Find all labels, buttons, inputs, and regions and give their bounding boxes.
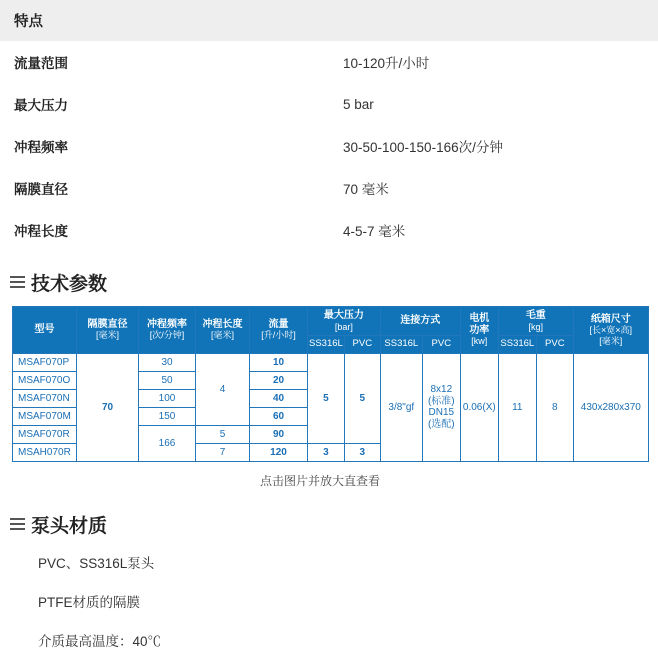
cell-connection-ss: 3/8"gf <box>380 353 422 461</box>
cell-frequency: 30 <box>139 353 196 371</box>
col-motor <box>460 307 498 354</box>
cell-pressure-pvc-bottom: 3 <box>344 443 380 461</box>
table-row <box>0 209 658 251</box>
cell-flow: 90 <box>250 425 308 443</box>
list-bars-icon <box>10 516 25 533</box>
feature-value: 30-50-100-150-166次/分钟 <box>343 140 503 155</box>
col-weight <box>498 307 573 336</box>
col-frequency-unit: [次/分钟] <box>149 330 185 341</box>
col-frequency-label: 冲程频率 <box>147 318 187 330</box>
features-title: 特点 <box>0 0 658 41</box>
col-pressure-ss316l: SS316L <box>308 335 345 353</box>
cell-pressure-ss: 5 <box>308 353 345 443</box>
cell-frequency: 50 <box>139 371 196 389</box>
spec-section-heading <box>10 269 658 296</box>
table-row <box>0 167 658 209</box>
col-pressure <box>308 307 381 336</box>
col-weight-label: 毛重 <box>525 310 546 321</box>
spec-heading-label: 技术参数 <box>31 274 108 295</box>
col-carton-unit2: [毫米] <box>599 335 623 346</box>
cell-model: MSAH070R <box>13 443 77 461</box>
cell-stroke: 7 <box>196 443 250 461</box>
cell-motor-power: 0.06(X) <box>460 353 498 461</box>
connection-pvc-line1: 8x12 <box>430 384 453 396</box>
list-item: PVC、SS316L泵头 <box>38 555 155 571</box>
col-connection-ss316l: SS316L <box>380 335 422 353</box>
cell-weight-ss: 11 <box>498 353 536 461</box>
spec-header-row-1 <box>13 307 649 336</box>
col-model: 型号 <box>13 307 77 354</box>
cell-flow: 120 <box>250 443 308 461</box>
cell-model: MSAF070P <box>13 353 77 371</box>
table-row <box>13 353 649 371</box>
feature-label: 冲程长度 <box>14 224 68 239</box>
cell-flow: 60 <box>250 407 308 425</box>
spec-table <box>12 306 649 462</box>
col-connection-pvc: PVC <box>422 335 460 353</box>
col-diaphragm-label: 隔膜直径 <box>87 318 128 330</box>
cell-model: MSAF070N <box>13 389 77 407</box>
col-weight-unit: [kg] <box>528 321 544 332</box>
cell-frequency: 166 <box>139 425 196 461</box>
features-table <box>0 0 658 251</box>
cell-flow: 10 <box>250 353 308 371</box>
cell-flow: 40 <box>250 389 308 407</box>
cell-frequency: 100 <box>139 389 196 407</box>
table-row <box>0 41 658 83</box>
cell-frequency: 150 <box>139 407 196 425</box>
col-carton-label: 纸箱尺寸 <box>590 313 631 325</box>
feature-label: 冲程频率 <box>14 140 68 155</box>
cell-flow: 20 <box>250 371 308 389</box>
col-connection: 连接方式 <box>380 307 460 336</box>
col-pressure-unit: [bar] <box>334 321 353 332</box>
feature-value: 10-120升/小时 <box>343 56 430 71</box>
cell-weight-pvc: 8 <box>536 353 573 461</box>
spec-table-caption: 点击图片并放大直查看 <box>259 473 380 488</box>
connection-pvc-line4: (选配) <box>427 418 455 430</box>
list-item: 介质最高温度：40℃ <box>38 633 162 649</box>
feature-value: 4-5-7 毫米 <box>343 224 406 239</box>
cell-model: MSAF070O <box>13 371 77 389</box>
col-frequency <box>139 307 196 354</box>
cell-diaphragm: 70 <box>77 353 139 461</box>
feature-value: 5 bar <box>343 96 374 112</box>
col-stroke-unit: [毫米] <box>210 330 234 341</box>
feature-label: 最大压力 <box>14 98 68 113</box>
col-carton <box>573 307 648 354</box>
col-flow <box>250 307 308 354</box>
feature-label: 流量范围 <box>14 56 68 71</box>
col-stroke-label: 冲程长度 <box>202 318 243 330</box>
material-heading-label: 泵头材质 <box>31 515 108 537</box>
connection-pvc-line3: DN15 <box>428 407 455 419</box>
cell-stroke: 5 <box>196 425 250 443</box>
cell-carton-size: 430x280x370 <box>573 353 648 461</box>
col-pressure-pvc: PVC <box>344 335 380 353</box>
col-diaphragm-unit: [毫米] <box>95 330 119 341</box>
list-bars-icon <box>10 274 25 291</box>
cell-model: MSAF070R <box>13 425 77 443</box>
cell-pressure-pvc: 5 <box>344 353 380 443</box>
col-motor-unit: [kw] <box>471 336 488 347</box>
spec-table-wrap <box>12 306 658 462</box>
col-weight-ss316l: SS316L <box>498 335 536 353</box>
col-pressure-label: 最大压力 <box>323 310 364 321</box>
material-list <box>38 552 658 650</box>
feature-label: 隔膜直径 <box>14 182 68 197</box>
cell-model: MSAF070M <box>13 407 77 425</box>
col-flow-unit: [升/小时] <box>261 330 296 341</box>
feature-value: 70 毫米 <box>343 182 389 197</box>
col-diaphragm <box>77 307 139 354</box>
connection-pvc-line2: (标准) <box>427 395 455 407</box>
col-weight-pvc: PVC <box>536 335 573 353</box>
col-flow-label: 流量 <box>268 318 289 330</box>
cell-connection-pvc <box>422 353 460 461</box>
cell-stroke: 4 <box>196 353 250 425</box>
table-row <box>0 83 658 125</box>
table-row <box>0 125 658 167</box>
col-stroke <box>196 307 250 354</box>
col-motor-label2: 功率 <box>469 324 490 336</box>
col-motor-label: 电机 <box>469 313 490 325</box>
material-section-heading <box>10 511 658 538</box>
features-header-row <box>0 0 658 41</box>
list-item: PTFE材质的隔膜 <box>38 594 141 610</box>
col-carton-unit1: [长×宽×高] <box>589 325 633 336</box>
cell-pressure-ss-bottom: 3 <box>308 443 345 461</box>
